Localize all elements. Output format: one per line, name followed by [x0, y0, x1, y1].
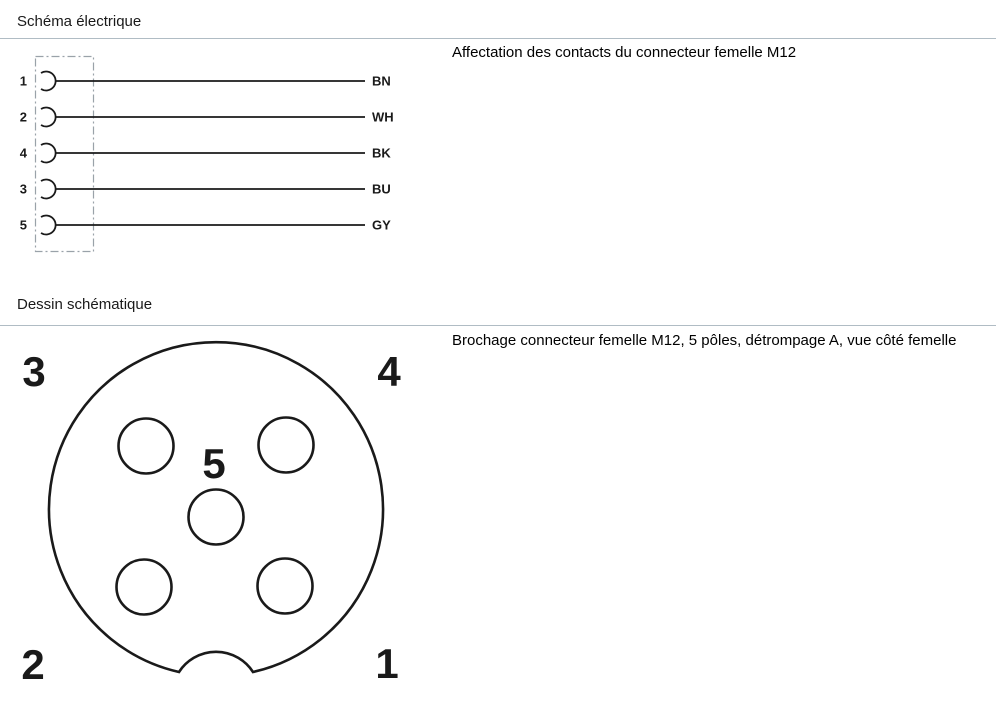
- pin-number-label: 5: [19, 217, 27, 233]
- pin-hole-1: [258, 559, 313, 614]
- electrical-diagram-description: Affectation des contacts du connecteur femelle M12: [452, 44, 797, 61]
- pin-label-bottom-left: 2: [21, 641, 45, 688]
- pin-socket-icon: [41, 180, 56, 199]
- pin-label-top-right: 4: [377, 348, 401, 395]
- pin-socket-icon: [41, 216, 56, 235]
- pin-label-bottom-right: 1: [375, 640, 399, 687]
- pin-hole-5: [189, 490, 244, 545]
- pin-socket-icon: [41, 144, 56, 163]
- pin-label-top-left: 3: [22, 348, 46, 395]
- wire-color-label: WH: [372, 109, 394, 125]
- pin-socket-icon: [41, 72, 56, 91]
- section-heading-electrical-diagram: Schéma électrique: [17, 13, 142, 30]
- wiring-diagram: [0, 45, 440, 260]
- section-heading-schematic-drawing: Dessin schématique: [17, 296, 153, 313]
- pin-number-label: 4: [19, 145, 27, 161]
- wiring-row: [20, 108, 394, 127]
- wiring-row: [20, 144, 392, 163]
- pin-number-label: 1: [19, 73, 27, 89]
- wiring-row: [20, 72, 391, 91]
- connector-boundary-box: [36, 57, 94, 252]
- pin-number-label: 3: [19, 181, 27, 197]
- pin-hole-2: [117, 560, 172, 615]
- wire-color-label: BK: [372, 145, 391, 161]
- pin-hole-3: [119, 419, 174, 474]
- pin-number-label: 2: [19, 109, 27, 125]
- section-divider: [0, 325, 996, 326]
- pin-hole-4: [259, 418, 314, 473]
- pin-label-center: 5: [202, 440, 226, 487]
- pin-socket-icon: [41, 108, 56, 127]
- section-divider: [0, 38, 996, 39]
- wire-color-label: BN: [372, 73, 391, 89]
- schematic-drawing-description: Brochage connecteur femelle M12, 5 pôles, détrompage A, vue côté femelle: [452, 332, 957, 349]
- wire-color-label: GY: [372, 217, 391, 233]
- wire-color-label: BU: [372, 181, 391, 197]
- wiring-row: [20, 180, 391, 199]
- connector-outline: [49, 342, 383, 672]
- wiring-row: [20, 216, 391, 235]
- connector-face-drawing: [0, 332, 440, 697]
